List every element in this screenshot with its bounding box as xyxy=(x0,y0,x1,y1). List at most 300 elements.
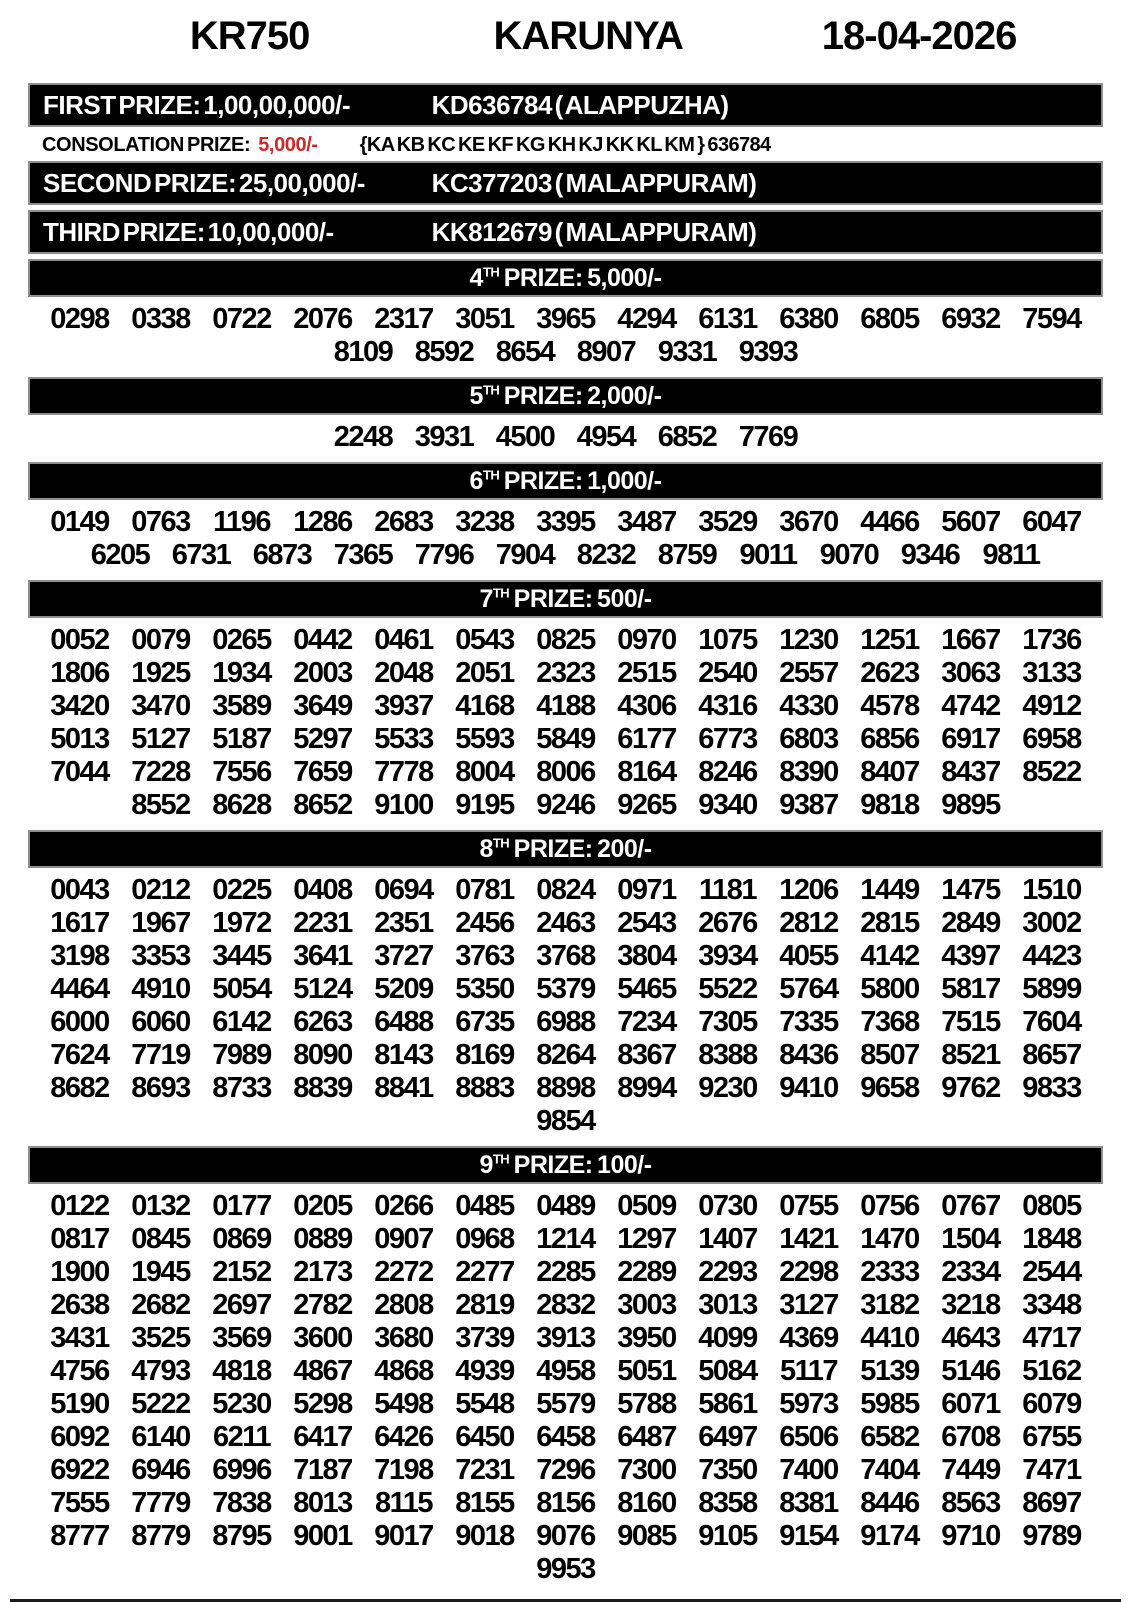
winning-number: 5084 xyxy=(698,1355,757,1387)
winning-number: 3431 xyxy=(50,1322,109,1354)
winning-numbers-row xyxy=(28,1520,1103,1553)
winning-number: 7515 xyxy=(941,1006,1000,1038)
third-prize-ticket: KK812679 ( MALAPPURAM) xyxy=(431,216,757,247)
winning-number: 8390 xyxy=(779,756,838,788)
winning-number: 5533 xyxy=(374,723,433,755)
winning-number: 9410 xyxy=(779,1072,838,1104)
section-title-text: 4 xyxy=(469,264,483,292)
winning-number: 9331 xyxy=(657,336,717,368)
section-title-text: 5 xyxy=(469,382,483,410)
draw-code: KR750 xyxy=(189,14,310,58)
winning-number: 1900 xyxy=(50,1256,109,1288)
winning-number: 3529 xyxy=(698,506,757,538)
winning-numbers-grid xyxy=(28,622,1103,825)
winning-number: 8090 xyxy=(293,1039,352,1071)
winning-numbers-grid xyxy=(28,301,1103,372)
winning-numbers-row xyxy=(28,1006,1103,1039)
winning-number: 8682 xyxy=(50,1072,109,1104)
winning-number: 4294 xyxy=(617,303,676,335)
winning-number: 5124 xyxy=(293,973,352,1005)
winning-number: 2173 xyxy=(293,1256,352,1288)
winning-number: 3420 xyxy=(50,690,109,722)
winning-number: 9854 xyxy=(536,1105,595,1137)
winning-number: 5899 xyxy=(1022,973,1081,1005)
winning-number: 3670 xyxy=(779,506,838,538)
winning-number: 0122 xyxy=(50,1190,109,1222)
winning-number: 6380 xyxy=(779,303,838,335)
winning-number: 2277 xyxy=(455,1256,514,1288)
winning-number: 2003 xyxy=(293,657,352,689)
winning-number: 2682 xyxy=(131,1289,190,1321)
winning-number: 8759 xyxy=(657,539,717,571)
winning-number: 7556 xyxy=(212,756,271,788)
winning-number: 3937 xyxy=(374,690,433,722)
winning-number: 6755 xyxy=(1022,1421,1081,1453)
winning-number: 3238 xyxy=(455,506,514,538)
winning-number: 9658 xyxy=(860,1072,919,1104)
winning-number: 1286 xyxy=(293,506,352,538)
winning-numbers-grid xyxy=(28,504,1103,575)
winning-number: 8777 xyxy=(50,1520,109,1552)
winning-number: 8115 xyxy=(375,1487,432,1519)
winning-number: 9265 xyxy=(617,789,676,821)
winning-number: 8733 xyxy=(212,1072,271,1104)
winning-number: 4500 xyxy=(495,421,555,453)
winning-number: 7296 xyxy=(536,1454,595,1486)
first-prize-ticket: KD636784 ( ALAPPUZHA) xyxy=(431,89,729,120)
winning-number: 6417 xyxy=(293,1421,352,1453)
winning-number: 0266 xyxy=(374,1190,433,1222)
winning-number: 6506 xyxy=(779,1421,838,1453)
winning-number: 8004 xyxy=(455,756,514,788)
winning-number: 8232 xyxy=(576,539,636,571)
winning-numbers-row xyxy=(28,1105,1103,1138)
winning-number: 2248 xyxy=(333,421,393,453)
winning-number: 0805 xyxy=(1022,1190,1081,1222)
winning-number: 9085 xyxy=(617,1520,676,1552)
winning-number: 7904 xyxy=(495,539,555,571)
winning-number: 3487 xyxy=(617,506,676,538)
consolation-prize-amount: 5,000/- xyxy=(258,134,318,156)
winning-number: 2231 xyxy=(293,907,352,939)
winning-number: 9789 xyxy=(1022,1520,1081,1552)
winning-number: 6487 xyxy=(617,1421,676,1453)
winning-number: 6177 xyxy=(617,723,676,755)
winning-number: 3641 xyxy=(293,940,352,972)
winning-number: 9154 xyxy=(779,1520,838,1552)
winning-number: 5861 xyxy=(698,1388,757,1420)
winning-numbers-row xyxy=(28,539,1103,572)
winning-number: 7594 xyxy=(1022,303,1081,335)
winning-number: 6852 xyxy=(657,421,717,453)
consolation-prize-label: CONSOLATION PRIZE: xyxy=(42,134,251,156)
winning-number: 5350 xyxy=(455,973,514,1005)
winning-number: 0763 xyxy=(131,506,190,538)
winning-number: 3127 xyxy=(779,1289,838,1321)
lottery-name: KARUNYA xyxy=(493,14,683,58)
winning-number: 0442 xyxy=(293,624,352,656)
winning-number: 8693 xyxy=(131,1072,190,1104)
winning-number: 1736 xyxy=(1022,624,1081,656)
winning-number: 7604 xyxy=(1022,1006,1081,1038)
winning-number: 0971 xyxy=(617,874,676,906)
winning-number: 0907 xyxy=(374,1223,433,1255)
winning-number: 9340 xyxy=(698,789,757,821)
winning-number: 0722 xyxy=(212,303,271,335)
winning-numbers-row xyxy=(28,1553,1103,1586)
winning-numbers-row xyxy=(28,1355,1103,1388)
winning-number: 7300 xyxy=(617,1454,676,1486)
winning-number: 5817 xyxy=(941,973,1000,1005)
winning-number: 8883 xyxy=(455,1072,514,1104)
winning-number: 5054 xyxy=(212,973,271,1005)
winning-number: 8143 xyxy=(374,1039,433,1071)
winning-number: 5579 xyxy=(536,1388,595,1420)
winning-number: 8592 xyxy=(414,336,474,368)
winning-number: 3589 xyxy=(212,690,271,722)
consolation-prize-series: {KA KB KC KE KF KG KH KJ KK KL KM } 636784 xyxy=(359,134,771,156)
winning-number: 0845 xyxy=(131,1223,190,1255)
winning-number: 3739 xyxy=(455,1322,514,1354)
winning-number: 2623 xyxy=(860,657,919,689)
prize-section-5th xyxy=(28,377,1103,457)
winning-number: 7228 xyxy=(131,756,190,788)
winning-number: 8563 xyxy=(941,1487,1000,1519)
winning-number: 8264 xyxy=(536,1039,595,1071)
winning-number: 7044 xyxy=(50,756,109,788)
winning-number: 8898 xyxy=(536,1072,595,1104)
winning-number: 2317 xyxy=(374,303,433,335)
winning-number: 0205 xyxy=(293,1190,352,1222)
winning-numbers-row xyxy=(28,907,1103,940)
winning-number: 3525 xyxy=(131,1322,190,1354)
winning-number: 6773 xyxy=(698,723,757,755)
winning-number: 8388 xyxy=(698,1039,757,1071)
winning-number: 3348 xyxy=(1022,1289,1081,1321)
winning-number: 2456 xyxy=(455,907,514,939)
winning-number: 3013 xyxy=(698,1289,757,1321)
winning-numbers-row xyxy=(28,1256,1103,1289)
winning-number: 8521 xyxy=(941,1039,1000,1071)
winning-number: 6060 xyxy=(131,1006,190,1038)
winning-number: 6131 xyxy=(698,303,757,335)
winning-number: 7234 xyxy=(617,1006,676,1038)
winning-number: 9811 xyxy=(982,539,1040,571)
winning-number: 2782 xyxy=(293,1289,352,1321)
winning-number: 1945 xyxy=(131,1256,190,1288)
prize-section-6th xyxy=(28,462,1103,575)
winning-number: 2048 xyxy=(374,657,433,689)
winning-numbers-row xyxy=(28,1289,1103,1322)
winning-number: 8652 xyxy=(293,789,352,821)
winning-number: 5209 xyxy=(374,973,433,1005)
winning-number: 6488 xyxy=(374,1006,433,1038)
winning-number: 2819 xyxy=(455,1289,514,1321)
winning-number: 5013 xyxy=(50,723,109,755)
winning-number: 8013 xyxy=(293,1487,352,1519)
winning-number: 1214 xyxy=(536,1223,595,1255)
prize-section-7th xyxy=(28,580,1103,825)
winning-number: 7779 xyxy=(131,1487,190,1519)
winning-number: 0970 xyxy=(617,624,676,656)
winning-number: 2540 xyxy=(698,657,757,689)
winning-number: 4464 xyxy=(50,973,109,1005)
winning-number: 5117 xyxy=(780,1355,837,1387)
winning-number: 5139 xyxy=(860,1355,919,1387)
winning-number: 4717 xyxy=(1022,1322,1081,1354)
winning-number: 5985 xyxy=(860,1388,919,1420)
winning-number: 6856 xyxy=(860,723,919,755)
winning-number: 6092 xyxy=(50,1421,109,1453)
winning-number: 2285 xyxy=(536,1256,595,1288)
winning-number: 6450 xyxy=(455,1421,514,1453)
consolation-prize-row xyxy=(28,132,1103,161)
winning-number: 7555 xyxy=(50,1487,109,1519)
winning-number: 4910 xyxy=(131,973,190,1005)
section-title-text: PRIZE: 200/- xyxy=(509,835,652,863)
winning-number: 6426 xyxy=(374,1421,433,1453)
winning-number: 4410 xyxy=(860,1322,919,1354)
winning-number: 1196 xyxy=(213,506,270,538)
winning-number: 2557 xyxy=(779,657,838,689)
section-title-text: PRIZE: 2,000/- xyxy=(499,382,662,410)
winning-number: 7796 xyxy=(414,539,474,571)
winning-number: 1449 xyxy=(860,874,919,906)
winning-number: 3934 xyxy=(698,940,757,972)
section-title-text: 8 xyxy=(479,835,493,863)
winning-number: 4306 xyxy=(617,690,676,722)
winning-number: 0212 xyxy=(131,874,190,906)
winning-number: 0817 xyxy=(50,1223,109,1255)
section-title-text: 6 xyxy=(469,467,483,495)
winning-number: 5849 xyxy=(536,723,595,755)
winning-number: 2051 xyxy=(455,657,514,689)
winning-number: 4868 xyxy=(374,1355,433,1387)
winning-number: 1407 xyxy=(698,1223,757,1255)
winning-number: 0730 xyxy=(698,1190,757,1222)
winning-number: 5522 xyxy=(698,973,757,1005)
winning-number: 2323 xyxy=(536,657,595,689)
winning-number: 5973 xyxy=(779,1388,838,1420)
winning-number: 8779 xyxy=(131,1520,190,1552)
winning-number: 2515 xyxy=(617,657,676,689)
winning-numbers-row xyxy=(28,1223,1103,1256)
section-title-text: PRIZE: 500/- xyxy=(509,585,652,613)
winning-number: 6803 xyxy=(779,723,838,755)
winning-number: 3649 xyxy=(293,690,352,722)
winning-number: 5127 xyxy=(131,723,190,755)
winning-number: 5465 xyxy=(617,973,676,1005)
winning-numbers-row xyxy=(28,1388,1103,1421)
winning-number: 2697 xyxy=(212,1289,271,1321)
winning-number: 7471 xyxy=(1022,1454,1081,1486)
winning-number: 7659 xyxy=(293,756,352,788)
winning-number: 9011 xyxy=(739,539,797,571)
winning-number: 1181 xyxy=(699,874,756,906)
winning-number: 4142 xyxy=(860,940,919,972)
third-prize-label: THIRD PRIZE: 10,00,000/- xyxy=(43,216,334,247)
winning-number: 4369 xyxy=(779,1322,838,1354)
section-title-text: TH xyxy=(492,835,510,851)
winning-number: 4578 xyxy=(860,690,919,722)
winning-number: 4330 xyxy=(779,690,838,722)
winning-number: 0485 xyxy=(455,1190,514,1222)
winning-number: 9818 xyxy=(860,789,919,821)
winning-number: 9393 xyxy=(738,336,798,368)
winning-number: 8552 xyxy=(131,789,190,821)
third-prize-bar xyxy=(28,210,1103,254)
winning-number: 0869 xyxy=(212,1223,271,1255)
winning-numbers-row xyxy=(28,1039,1103,1072)
section-title-bar xyxy=(28,830,1103,868)
winning-numbers-grid xyxy=(28,872,1103,1141)
winning-numbers-row xyxy=(28,1487,1103,1520)
section-title-text: 9 xyxy=(479,1151,493,1179)
winning-number: 6047 xyxy=(1022,506,1081,538)
winning-number: 3763 xyxy=(455,940,514,972)
winning-number: 1504 xyxy=(941,1223,1000,1255)
winning-number: 7719 xyxy=(131,1039,190,1071)
winning-number: 3003 xyxy=(617,1289,676,1321)
winning-number: 0132 xyxy=(131,1190,190,1222)
winning-number: 4912 xyxy=(1022,690,1081,722)
winning-number: 4397 xyxy=(941,940,1000,972)
first-prize-bar xyxy=(28,83,1103,127)
winning-numbers-grid xyxy=(28,1188,1103,1589)
winning-number: 3395 xyxy=(536,506,595,538)
winning-number: 4818 xyxy=(212,1355,271,1387)
winning-number: 2544 xyxy=(1022,1256,1081,1288)
winning-number: 4316 xyxy=(698,690,757,722)
section-title-text: TH xyxy=(492,585,510,601)
winning-number: 4423 xyxy=(1022,940,1081,972)
winning-number: 3051 xyxy=(455,303,514,335)
winning-numbers-row xyxy=(28,624,1103,657)
winning-numbers-row xyxy=(28,336,1103,369)
winning-number: 1475 xyxy=(941,874,1000,906)
winning-number: 5297 xyxy=(293,723,352,755)
winning-number: 3950 xyxy=(617,1322,676,1354)
winning-number: 6731 xyxy=(171,539,231,571)
winning-numbers-row xyxy=(28,973,1103,1006)
winning-number: 9346 xyxy=(900,539,960,571)
winning-number: 6582 xyxy=(860,1421,919,1453)
winning-number: 2808 xyxy=(374,1289,433,1321)
winning-number: 0781 xyxy=(455,874,514,906)
winning-number: 3198 xyxy=(50,940,109,972)
section-title-text: PRIZE: 100/- xyxy=(509,1151,652,1179)
winning-number: 4099 xyxy=(698,1322,757,1354)
section-title-text: TH xyxy=(482,382,500,398)
winning-number: 9195 xyxy=(455,789,514,821)
winning-number: 9895 xyxy=(941,789,1000,821)
winning-number: 6946 xyxy=(131,1454,190,1486)
winning-number: 3680 xyxy=(374,1322,433,1354)
winning-number: 0265 xyxy=(212,624,271,656)
winning-number: 0543 xyxy=(455,624,514,656)
winning-number: 0149 xyxy=(50,506,109,538)
winning-number: 7187 xyxy=(293,1454,352,1486)
winning-number: 2152 xyxy=(212,1256,271,1288)
winning-number: 7624 xyxy=(50,1039,109,1071)
winning-number: 4643 xyxy=(941,1322,1000,1354)
winning-number: 7838 xyxy=(212,1487,271,1519)
winning-number: 1934 xyxy=(212,657,271,689)
winning-number: 1972 xyxy=(212,907,271,939)
winning-number: 2463 xyxy=(536,907,595,939)
winning-numbers-row xyxy=(28,723,1103,756)
winning-number: 6805 xyxy=(860,303,919,335)
winning-number: 0338 xyxy=(131,303,190,335)
section-title-bar xyxy=(28,580,1103,618)
winning-number: 3600 xyxy=(293,1322,352,1354)
winning-number: 5187 xyxy=(212,723,271,755)
prize-section-9th xyxy=(28,1146,1103,1589)
winning-numbers-row xyxy=(28,1322,1103,1355)
winning-number: 5298 xyxy=(293,1388,352,1420)
winning-number: 2289 xyxy=(617,1256,676,1288)
winning-number: 6140 xyxy=(131,1421,190,1453)
winning-number: 5162 xyxy=(1022,1355,1081,1387)
winning-number: 2076 xyxy=(293,303,352,335)
second-prize-bar xyxy=(28,161,1103,205)
winning-number: 8109 xyxy=(333,336,393,368)
section-title-text: 7 xyxy=(479,585,493,613)
winning-number: 5800 xyxy=(860,973,919,1005)
section-title-text: PRIZE: 1,000/- xyxy=(499,467,662,495)
winning-number: 1510 xyxy=(1022,874,1081,906)
winning-number: 6458 xyxy=(536,1421,595,1453)
winning-number: 8507 xyxy=(860,1039,919,1071)
winning-number: 5051 xyxy=(617,1355,676,1387)
winning-number: 6263 xyxy=(293,1006,352,1038)
winning-number: 3063 xyxy=(941,657,1000,689)
winning-numbers-row xyxy=(28,657,1103,690)
winning-number: 0298 xyxy=(50,303,109,335)
winning-number: 7400 xyxy=(779,1454,838,1486)
winning-numbers-row xyxy=(28,1421,1103,1454)
winning-number: 6958 xyxy=(1022,723,1081,755)
winning-number: 9100 xyxy=(374,789,433,821)
winning-number: 0824 xyxy=(536,874,595,906)
winning-numbers-row xyxy=(28,1454,1103,1487)
winning-number: 2849 xyxy=(941,907,1000,939)
winning-number: 8246 xyxy=(698,756,757,788)
winning-number: 9105 xyxy=(698,1520,757,1552)
winning-number: 6873 xyxy=(252,539,312,571)
winning-number: 8367 xyxy=(617,1039,676,1071)
winning-number: 8436 xyxy=(779,1039,838,1071)
winning-number: 5593 xyxy=(455,723,514,755)
winning-number: 5379 xyxy=(536,973,595,1005)
winning-number: 0489 xyxy=(536,1190,595,1222)
winning-number: 2298 xyxy=(779,1256,838,1288)
winning-number: 7305 xyxy=(698,1006,757,1038)
winning-number: 6079 xyxy=(1022,1388,1081,1420)
winning-number: 0767 xyxy=(941,1190,1000,1222)
winning-number: 0225 xyxy=(212,874,271,906)
winning-number: 6922 xyxy=(50,1454,109,1486)
winning-number: 0461 xyxy=(374,624,433,656)
second-prize-ticket: KC377203 ( MALAPPURAM) xyxy=(431,167,757,198)
winning-number: 3569 xyxy=(212,1322,271,1354)
winning-number: 2812 xyxy=(779,907,838,939)
winning-number: 7365 xyxy=(333,539,393,571)
winning-number: 8381 xyxy=(779,1487,838,1519)
winning-number: 4742 xyxy=(941,690,1000,722)
prize-section-4th xyxy=(28,259,1103,372)
winning-numbers-row xyxy=(28,940,1103,973)
